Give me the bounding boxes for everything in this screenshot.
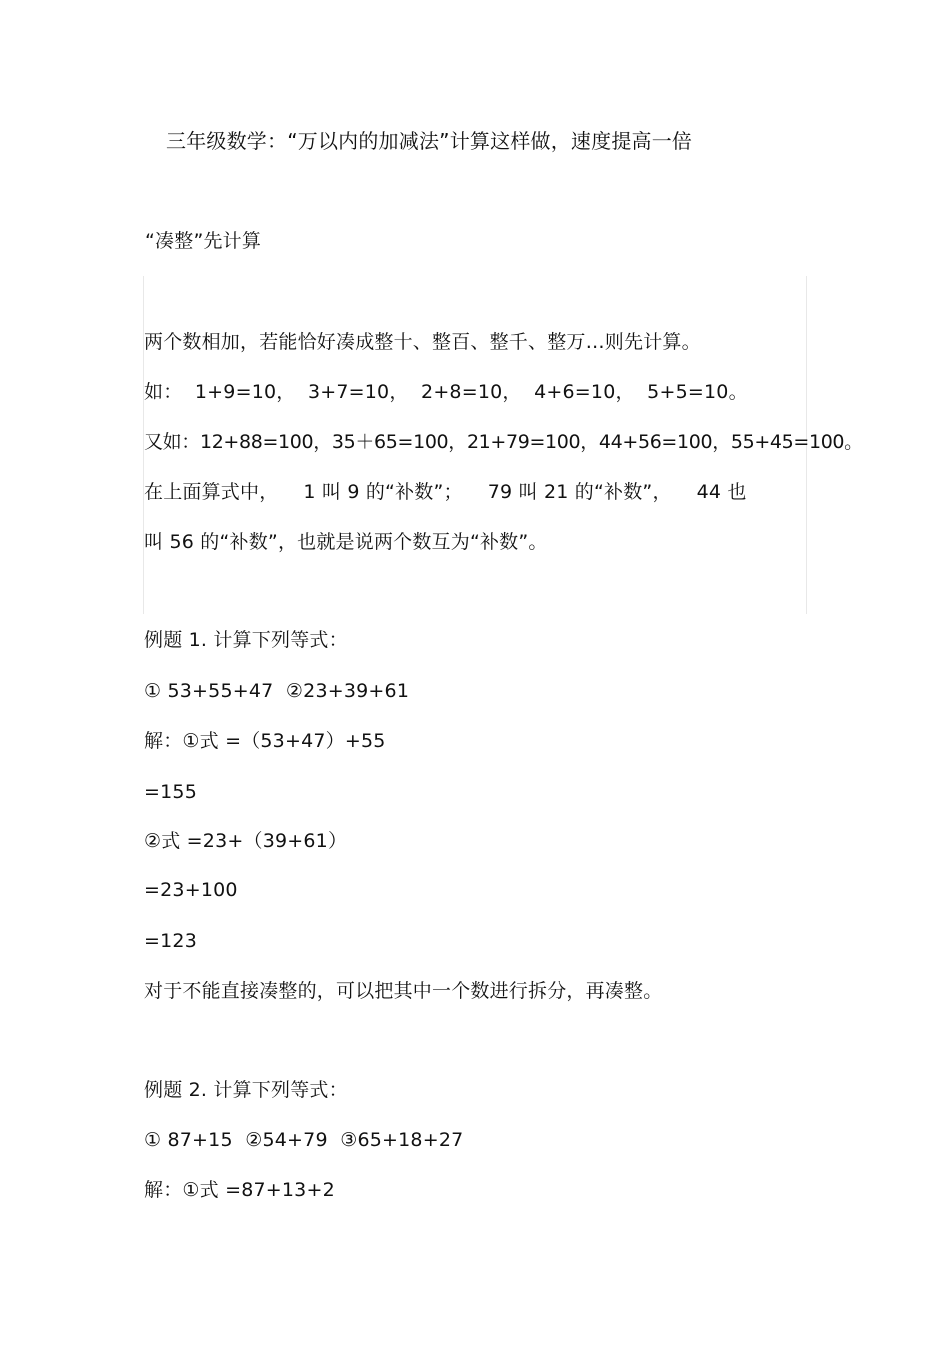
example1-solution-line-1: 解：①式 =（53+47）+55 xyxy=(144,730,386,752)
document-title: 三年级数学：“万以内的加减法”计算这样做，速度提高一倍 xyxy=(166,129,693,153)
example1-solution-line-5: =123 xyxy=(144,930,197,952)
example1-solution-line-2: =155 xyxy=(144,781,197,803)
example1-heading: 例题 1. 计算下列等式： xyxy=(144,629,348,651)
box-line-1: 两个数相加，若能恰好凑成整十、整百、整千、整万…则先计算。 xyxy=(144,331,701,353)
example1-solution-line-3: ②式 =23+（39+61） xyxy=(144,830,348,852)
box-line-4: 在上面算式中， 1 叫 9 的“补数”； 79 叫 21 的“补数”， 44 也 xyxy=(144,481,747,503)
box-line-3: 又如：12+88=100，35＋65=100，21+79=100，44+56=100，55+45=100。 xyxy=(144,431,863,453)
example1-problems: ① 53+55+47 ②23+39+61 xyxy=(144,680,410,702)
note-text: 对于不能直接凑整的，可以把其中一个数进行拆分，再凑整。 xyxy=(144,980,663,1002)
example1-solution-line-4: =23+100 xyxy=(144,879,238,901)
example2-problems: ① 87+15 ②54+79 ③65+18+27 xyxy=(144,1129,464,1151)
box-line-5: 叫 56 的“补数”，也就是说两个数互为“补数”。 xyxy=(144,531,548,553)
box-line-2: 如： 1+9=10， 3+7=10， 2+8=10， 4+6=10， 5+5=10。 xyxy=(144,381,748,403)
example2-solution-line-1: 解：①式 =87+13+2 xyxy=(144,1179,335,1201)
section-heading: “凑整”先计算 xyxy=(145,230,262,252)
example2-heading: 例题 2. 计算下列等式： xyxy=(144,1079,348,1101)
